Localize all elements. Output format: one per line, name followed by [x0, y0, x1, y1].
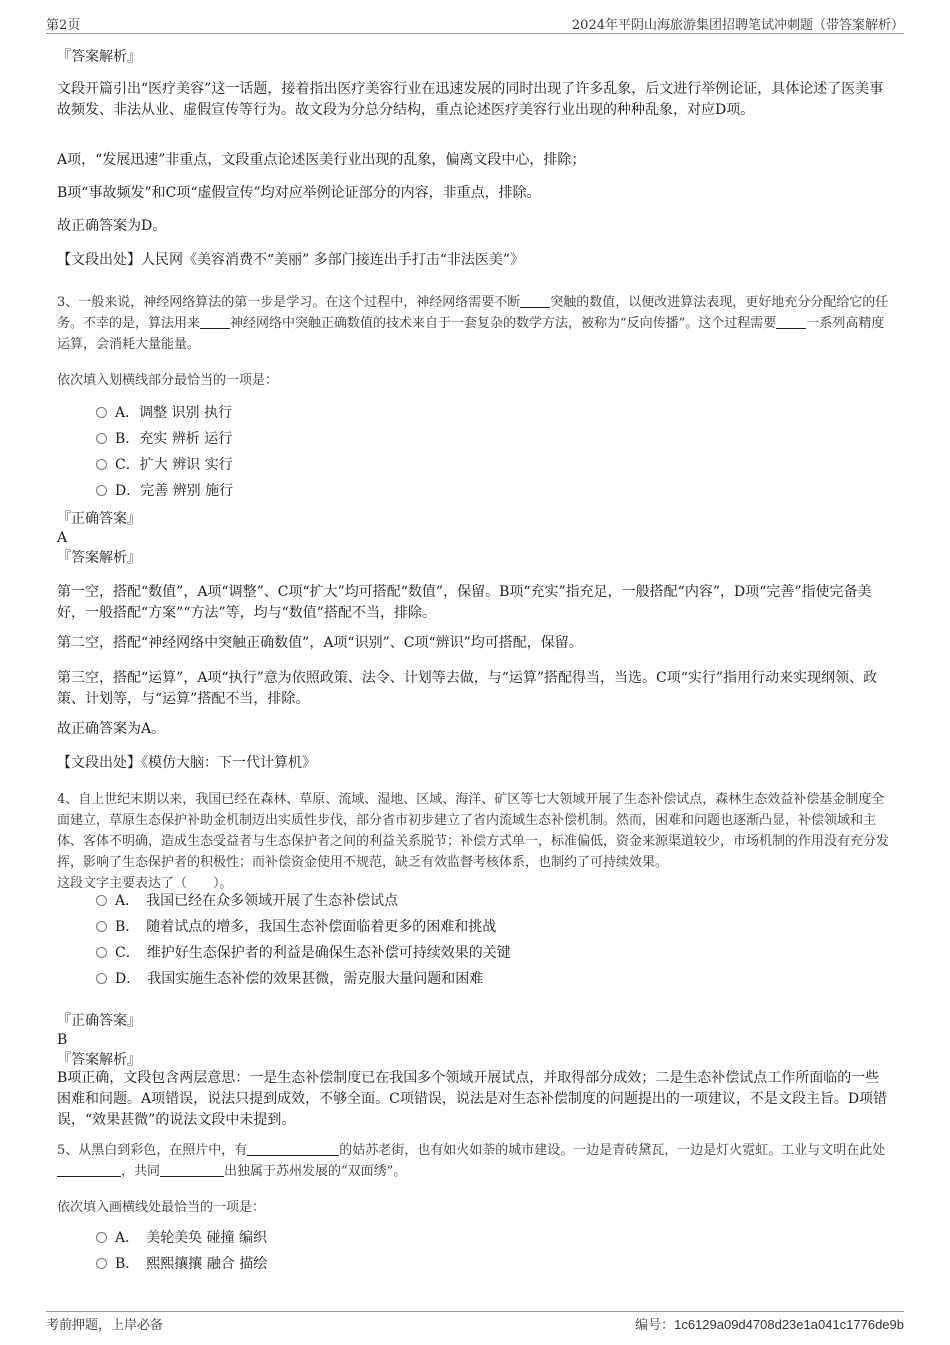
page-number: 第2页	[46, 18, 81, 33]
q2-analysis-p4: 故正确答案为D。	[57, 218, 167, 234]
footer-code-value: 1c6129a09d4708d23e1a041c1776de9b	[674, 1317, 904, 1332]
q5-stem-part: ，共同	[121, 1164, 161, 1179]
q5-option-b[interactable]	[96, 1254, 267, 1274]
radio-icon[interactable]	[96, 921, 107, 932]
fill-blank	[200, 314, 230, 329]
radio-icon[interactable]	[96, 1232, 107, 1243]
radio-icon[interactable]	[96, 895, 107, 906]
q2-analysis-p3: B项“事故频发”和C项“虚假宣传”均对应举例论证部分的内容，非重点，排除。	[57, 185, 541, 201]
radio-icon[interactable]	[96, 1258, 107, 1269]
option-label: A．调整 识别 执行	[115, 405, 233, 421]
fill-blank	[160, 1162, 224, 1177]
q5-stem	[57, 1140, 897, 1182]
q4-correct-value: B	[57, 1032, 68, 1048]
q3-instruction: 依次填入划横线部分最恰当的一项是：	[57, 373, 279, 388]
fill-blank	[776, 314, 806, 329]
option-label: A． 我国已经在众多领域开展了生态补偿试点	[115, 893, 399, 909]
q4-stem: 4、自上世纪末期以来，我国已经在森林、草原、流域、湿地、区域、海洋、矿区等七大领域开展了生态补偿试点，森林生态效益补偿基金制度全面建立，草原生态保护补助金机制迈出实质性步伐，部分省市初步建立了省内流域生态补偿机制。然而，困难和问题也逐渐凸显，补偿领域和主体、客体不明确，造成生态受益者与生态保护者之间的利益关系脱节；补偿方式单一，标准偏低，资金来源渠道较少，市场机制的作用没有充分发挥，影响了生态保护者的积极性；而补偿资金使用不规范，缺乏有效监督考核体系，也制约了可持续效果。	[57, 792, 890, 870]
q2-analysis-label: 『答案解析』	[57, 49, 141, 65]
option-label: C．扩大 辨识 实行	[115, 457, 233, 473]
q3-option-c[interactable]	[96, 455, 233, 475]
q3-option-a[interactable]	[96, 403, 232, 423]
option-label: A． 美轮美奂 碰撞 编织	[115, 1230, 268, 1246]
q4-option-a[interactable]	[96, 891, 398, 911]
q5-stem-part: 的姑苏老街，也有如火如荼的城市建设。一边是青砖黛瓦，一边是灯火霓虹。工业与文明在此处	[339, 1143, 886, 1158]
document-title: 2024年平阴山海旅游集团招聘笔试冲刺题（带答案解析）	[571, 18, 904, 33]
q5-option-a[interactable]	[96, 1228, 267, 1248]
footer-slogan: 考前押题，上岸必备	[46, 1318, 164, 1333]
q3-correct-label: 『正确答案』	[57, 511, 141, 527]
q3-stem	[57, 292, 897, 355]
q5-instruction: 依次填入画横线处最恰当的一项是：	[57, 1200, 266, 1215]
option-label: B．充实 辨析 运行	[115, 431, 233, 447]
q4-analysis: B项正确，文段包含两层意思：一是生态补偿制度已在我国多个领域开展试点，并取得部分成效；二是生态补偿试点工作所面临的一些困难和问题。A项错误，说法只提到成效，不够全面。C项错误，说法是对生态补偿制度的问题提出的一项建议，不是文段主旨。D项错误，“效果甚微”的说法文段中未提到。	[57, 1070, 888, 1128]
q3-stem-part: 3、一般来说，神经网络算法的第一步是学习。在这个过程中，神经网络需要不断	[57, 295, 521, 310]
q2-source: 【文段出处】人民网《美容消费不“美丽” 多部门接连出手打击“非法医美”》	[57, 252, 525, 268]
q2-analysis-p1: 文段开篇引出“医疗美容”这一话题，接着指出医疗美容行业在迅速发展的同时出现了许多乱象，后文进行举例论证，具体论述了医美事故频发、非法从业、虚假宣传等行为。故文段为分总分结构，重点论述医疗美容行业出现的种种乱象，对应D项。	[57, 81, 884, 118]
q4-option-d[interactable]	[96, 969, 483, 989]
q3-stem-part: 突触的数值，以便改进算法表现，更好地充分分配给它的任务。不幸的是，算法用来	[57, 295, 889, 331]
radio-icon[interactable]	[96, 433, 107, 444]
radio-icon[interactable]	[96, 485, 107, 496]
q3-correct-value: A	[57, 530, 68, 546]
q3-analysis-a3: 第三空，搭配“运算”，A项“执行”意为依照政策、法令、计划等去做，与“运算”搭配得当，当选。C项“实行”指用行动来实现纲领、政策、计划等，与“运算”搭配不当，排除。	[57, 670, 878, 707]
q3-stem-part: 一系列高精度运算，会消耗大量能量。	[57, 316, 885, 352]
q3-source: 【文段出处】《模仿大脑：下一代计算机》	[57, 755, 316, 771]
q3-option-b[interactable]	[96, 429, 232, 449]
radio-icon[interactable]	[96, 459, 107, 470]
option-label: D． 我国实施生态补偿的效果甚微，需克服大量问题和困难	[115, 971, 484, 987]
radio-icon[interactable]	[96, 407, 107, 418]
footer-code-label: 编号：	[635, 1318, 675, 1333]
q4-option-b[interactable]	[96, 917, 496, 937]
option-label: B． 随着试点的增多，我国生态补偿面临着更多的困难和挑战	[115, 919, 497, 935]
fill-blank	[57, 1162, 121, 1177]
q3-analysis-a4: 故正确答案为A。	[57, 721, 166, 737]
q3-analysis-a1: 第一空，搭配“数值”，A项“调整”、C项“扩大”均可搭配“数值”，保留。B项“充实”指充足，一般搭配“内容”，D项“完善”指使完备美好，一般搭配“方案”“方法”等，均与“数值”搭配不当，排除。	[57, 584, 872, 621]
q4-question: 这段文字主要表达了（ ）。	[57, 876, 233, 891]
option-label: D．完善 辨别 施行	[115, 483, 234, 499]
option-label: B． 熙熙攘攘 融合 描绘	[115, 1256, 268, 1272]
q3-analysis-a2: 第二空，搭配“神经网络中突触正确数值”，A项“识别”、C项“辨识”均可搭配，保留。	[57, 635, 583, 651]
radio-icon[interactable]	[96, 973, 107, 984]
q3-option-d[interactable]	[96, 481, 233, 501]
q5-stem-part: 5、从黑白到彩色，在照片中，有	[57, 1143, 248, 1158]
q4-option-c[interactable]	[96, 943, 511, 963]
option-label: C． 维护好生态保护者的利益是确保生态补偿可持续效果的关键	[115, 945, 511, 961]
q2-analysis-p2: A项，“发展迅速”非重点，文段重点论述医美行业出现的乱象，偏离文段中心，排除；	[57, 152, 586, 168]
footer-code	[635, 1314, 904, 1333]
radio-icon[interactable]	[96, 947, 107, 958]
q4-analysis-label: 『答案解析』	[57, 1052, 141, 1068]
header-rule	[46, 33, 904, 34]
q5-stem-part: 出独属于苏州发展的“双面绣”。	[224, 1164, 407, 1179]
q4-correct-label: 『正确答案』	[57, 1013, 141, 1029]
fill-blank	[247, 1141, 339, 1156]
fill-blank	[520, 293, 550, 308]
page-header	[46, 12, 904, 34]
footer-rule	[46, 1311, 904, 1312]
q3-stem-part: 神经网络中突触正确数值的技术来自于一套复杂的数学方法，被称为“反向传播”。这个过程需要	[230, 316, 777, 331]
q3-analysis-label: 『答案解析』	[57, 550, 141, 566]
